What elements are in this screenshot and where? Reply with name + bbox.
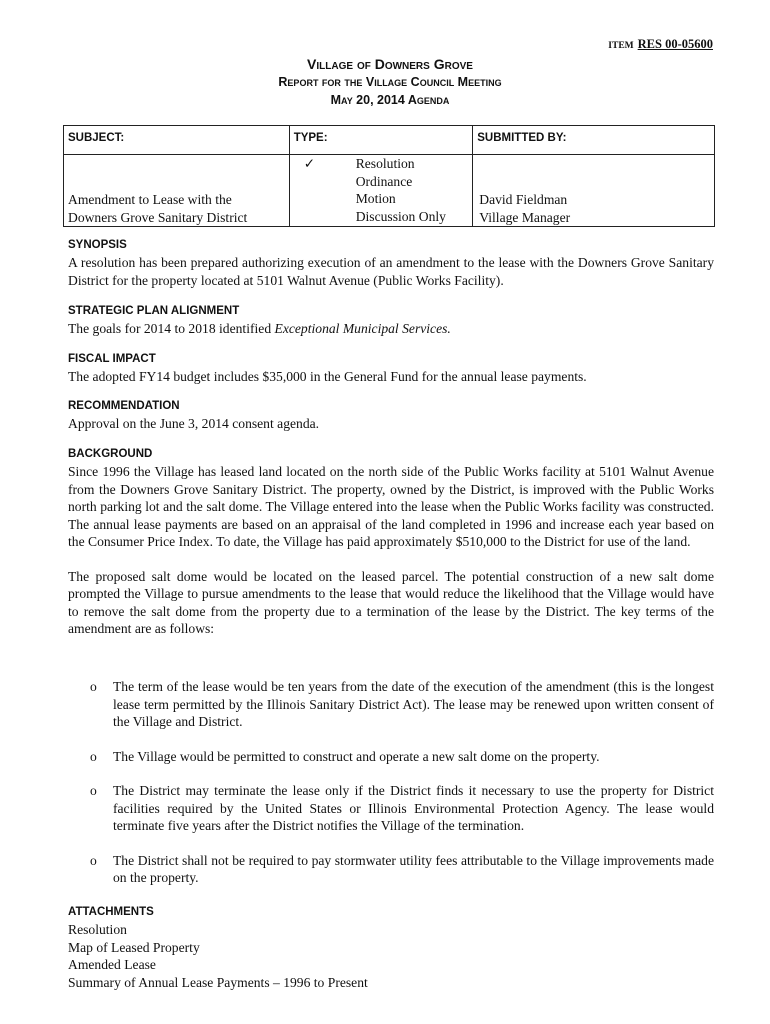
attachments-heading: ATTACHMENTS [68,906,154,918]
subject-line-2: Downers Grove Sanitary District [68,209,248,225]
bullet-marker: o [90,679,97,694]
title-block [0,56,770,109]
strategic-section [68,303,714,338]
subject-label: SUBJECT: [64,126,290,155]
type-option: Ordinance [355,173,413,189]
list-item-text: The term of the lease would be ten years from the date of the execution of the amendment (this is the longest lease term permitted by the Illinois Sanitary District Act). The lease may be renewed upon written consent of the Village and District. [113,679,714,729]
list-item [68,782,714,835]
background-heading: BACKGROUND [68,448,153,460]
checkmark-icon: ✓ [303,156,316,171]
submitted-cell [473,155,715,227]
background-section [68,446,714,638]
item-prefix: ITEM [608,41,634,51]
submitter-title: Village Manager [479,209,571,225]
attachment-item: Resolution [68,922,127,937]
submitter-name: David Fieldman [479,192,568,207]
strategic-text-emphasis: Exceptional Municipal Services. [274,321,451,336]
item-number-line [608,36,713,56]
list-item [68,678,714,731]
bullet-marker: o [90,748,97,764]
item-number: RES 00-05600 [637,37,713,51]
strategic-text [68,320,714,338]
type-label: TYPE: [289,126,473,155]
recommendation-text: Approval on the June 3, 2014 consent agenda. [68,416,320,431]
synopsis-section [68,237,714,289]
header-table [63,125,715,227]
type-option: Discussion Only [355,208,446,224]
fiscal-section [68,351,714,386]
strategic-text-pre: The goals for 2014 to 2018 identified [68,321,275,336]
attachments-section [68,904,714,991]
list-item [68,852,714,887]
fiscal-text: The adopted FY14 budget includes $35,000 in the General Fund for the annual lease payments. [68,369,587,384]
type-option: Resolution [355,156,415,171]
background-paragraph-2: The proposed salt dome would be located on the leased parcel. The potential construction of a new salt dome prompted the Village to pursue amendments to the lease that would reduce the likelihood that the Village would have to remove the salt dome from the property due to a termination of the lease by the District. The key terms of the amendment are as follows: [68,568,714,636]
synopsis-heading: SYNOPSIS [68,239,127,251]
bullet-marker: o [90,852,97,868]
list-item-text: The Village would be permitted to construct and operate a new salt dome on the property. [113,748,600,764]
org-title: Village of Downers Grove [307,56,473,72]
strategic-heading: STRATEGIC PLAN ALIGNMENT [68,305,240,317]
attachment-item: Summary of Annual Lease Payments – 1996 to Present [68,974,368,990]
synopsis-text: A resolution has been prepared authorizing execution of an amendment to the lease with the Downers Grove Sanitary District for the property located at 5101 Walnut Avenue (Public Works Facility). [68,255,714,288]
type-list [356,155,446,225]
type-cell [289,155,473,227]
list-item-text: The District may terminate the lease only if the District finds it necessary to use the property for District facilities required by the United States or Illinois Environmental Protection Agency. The lease would terminate five years after the District notifies the Village of the termination. [113,783,714,833]
submitted-label: SUBMITTED BY: [473,126,715,155]
subject-line-1: Amendment to Lease with the [68,192,232,207]
amendment-terms-list [68,678,714,887]
attachment-item: Amended Lease [68,957,156,972]
type-option: Motion [355,191,396,206]
report-title: Report for the Village Council Meeting [278,75,502,89]
attachment-item: Map of Leased Property [68,939,200,955]
background-paragraph-1: Since 1996 the Village has leased land located on the north side of the Public Works facility at 5101 Walnut Avenue from the Downers Grove Sanitary District. The property, owned by the District, is improved with the Public Works north parking lot and the salt dome. The Village entered into the lease when the Public Works facility was constructed. The annual lease payments are based on an appraisal of the land completed in 1996 and increase each year based on the Consumer Price Index. To date, the Village has paid approximately $510,000 to the District for use of the land. [68,464,714,549]
subject-cell [64,155,290,227]
bullet-marker: o [90,783,97,798]
recommendation-heading: RECOMMENDATION [68,400,180,412]
list-item-text: The District shall not be required to pay stormwater utility fees attributable to the Village improvements made on the property. [113,852,714,885]
recommendation-section [68,398,714,433]
list-item [68,748,714,766]
fiscal-heading: FISCAL IMPACT [68,353,156,365]
agenda-date: May 20, 2014 Agenda [330,93,450,107]
